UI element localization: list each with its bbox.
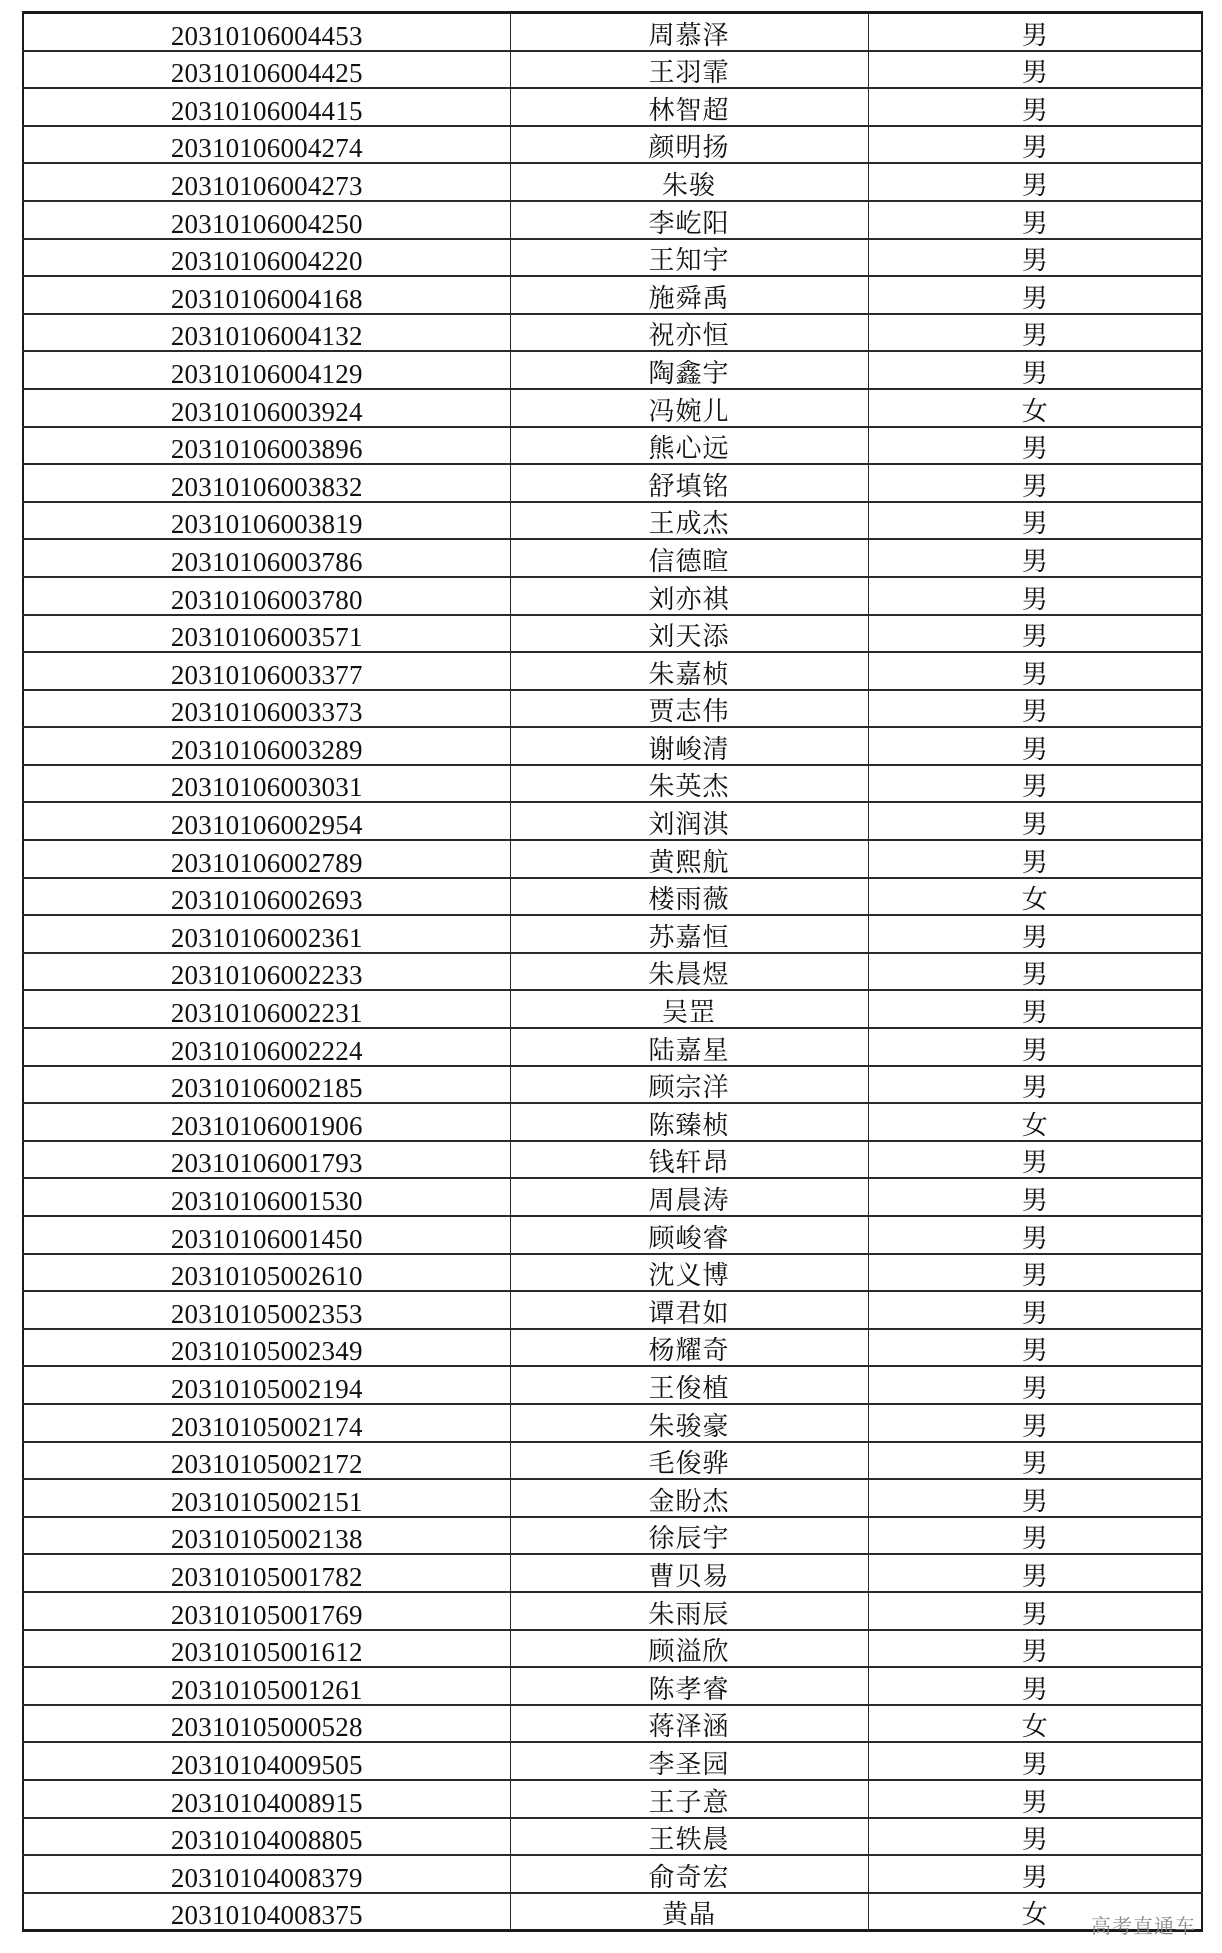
student-name-cell: 朱英杰 xyxy=(510,765,868,803)
exam-number-cell: 20310106003819 xyxy=(23,502,510,540)
table-row xyxy=(23,577,1202,615)
student-name-cell: 顾溢欣 xyxy=(510,1630,868,1668)
table-row xyxy=(23,1366,1202,1404)
exam-number-cell: 20310106003786 xyxy=(23,539,510,577)
student-name-cell: 刘天添 xyxy=(510,615,868,653)
exam-number-cell: 20310106004129 xyxy=(23,351,510,389)
student-name-cell: 刘亦祺 xyxy=(510,577,868,615)
gender-cell: 女 xyxy=(868,1103,1202,1141)
gender-cell: 男 xyxy=(868,953,1202,991)
table-row xyxy=(23,1404,1202,1442)
student-name-cell: 黄熙航 xyxy=(510,840,868,878)
student-name-cell: 陈臻桢 xyxy=(510,1103,868,1141)
student-name-cell: 林智超 xyxy=(510,88,868,126)
table-row xyxy=(23,51,1202,89)
gender-cell: 男 xyxy=(868,1554,1202,1592)
gender-cell: 男 xyxy=(868,201,1202,239)
table-row xyxy=(23,1141,1202,1179)
student-name-cell: 刘润淇 xyxy=(510,802,868,840)
exam-number-cell: 20310106003289 xyxy=(23,727,510,765)
student-name-cell: 沈义博 xyxy=(510,1254,868,1292)
exam-number-cell: 20310106004168 xyxy=(23,276,510,314)
table-row xyxy=(23,878,1202,916)
student-name-cell: 李屹阳 xyxy=(510,201,868,239)
student-name-cell: 周慕泽 xyxy=(510,13,868,51)
exam-number-cell: 20310106004425 xyxy=(23,51,510,89)
gender-cell: 女 xyxy=(868,389,1202,427)
student-name-cell: 毛俊骅 xyxy=(510,1442,868,1480)
table-row xyxy=(23,464,1202,502)
table-row xyxy=(23,163,1202,201)
gender-cell: 男 xyxy=(868,840,1202,878)
exam-number-cell: 20310106004453 xyxy=(23,13,510,51)
student-name-cell: 王成杰 xyxy=(510,502,868,540)
table-row xyxy=(23,1066,1202,1104)
gender-cell: 女 xyxy=(868,878,1202,916)
student-name-cell: 朱嘉桢 xyxy=(510,652,868,690)
gender-cell: 男 xyxy=(868,1291,1202,1329)
gender-cell: 男 xyxy=(868,51,1202,89)
exam-number-cell: 20310106002185 xyxy=(23,1066,510,1104)
table-row xyxy=(23,1780,1202,1818)
roster-body xyxy=(23,13,1202,1931)
gender-cell: 男 xyxy=(868,1254,1202,1292)
gender-cell: 男 xyxy=(868,690,1202,728)
gender-cell: 男 xyxy=(868,727,1202,765)
gender-cell: 男 xyxy=(868,163,1202,201)
table-row xyxy=(23,502,1202,540)
gender-cell: 男 xyxy=(868,1141,1202,1179)
table-row xyxy=(23,314,1202,352)
gender-cell: 男 xyxy=(868,239,1202,277)
table-row xyxy=(23,1667,1202,1705)
student-name-cell: 信德暄 xyxy=(510,539,868,577)
student-name-cell: 徐辰宇 xyxy=(510,1517,868,1555)
exam-number-cell: 20310106004132 xyxy=(23,314,510,352)
table-row xyxy=(23,276,1202,314)
table-row xyxy=(23,802,1202,840)
gender-cell: 男 xyxy=(868,1066,1202,1104)
exam-number-cell: 20310106004220 xyxy=(23,239,510,277)
student-name-cell: 顾峻睿 xyxy=(510,1216,868,1254)
gender-cell: 男 xyxy=(868,1329,1202,1367)
table-row xyxy=(23,1517,1202,1555)
student-name-cell: 王知宇 xyxy=(510,239,868,277)
table-row xyxy=(23,13,1202,51)
table-row xyxy=(23,990,1202,1028)
gender-cell: 男 xyxy=(868,502,1202,540)
table-row xyxy=(23,427,1202,465)
exam-number-cell: 20310106004273 xyxy=(23,163,510,201)
exam-number-cell: 20310106003896 xyxy=(23,427,510,465)
student-name-cell: 施舜禹 xyxy=(510,276,868,314)
student-name-cell: 冯婉儿 xyxy=(510,389,868,427)
gender-cell: 男 xyxy=(868,765,1202,803)
student-name-cell: 舒填铭 xyxy=(510,464,868,502)
table-row xyxy=(23,88,1202,126)
table-row xyxy=(23,690,1202,728)
table-row xyxy=(23,652,1202,690)
table-row xyxy=(23,539,1202,577)
student-name-cell: 王羽霏 xyxy=(510,51,868,89)
student-name-cell: 陈孝睿 xyxy=(510,1667,868,1705)
student-name-cell: 谭君如 xyxy=(510,1291,868,1329)
exam-number-cell: 20310106002954 xyxy=(23,802,510,840)
table-row xyxy=(23,1291,1202,1329)
gender-cell: 男 xyxy=(868,652,1202,690)
student-name-cell: 颜明扬 xyxy=(510,126,868,164)
student-name-cell: 蒋泽涵 xyxy=(510,1705,868,1743)
table-row xyxy=(23,615,1202,653)
student-name-cell: 杨耀奇 xyxy=(510,1329,868,1367)
table-row xyxy=(23,840,1202,878)
exam-number-cell: 20310105001612 xyxy=(23,1630,510,1668)
student-name-cell: 俞奇宏 xyxy=(510,1855,868,1893)
student-name-cell: 朱晨煜 xyxy=(510,953,868,991)
exam-number-cell: 20310106002693 xyxy=(23,878,510,916)
table-row xyxy=(23,1893,1202,1931)
gender-cell: 男 xyxy=(868,464,1202,502)
table-row xyxy=(23,1028,1202,1066)
exam-number-cell: 20310105002353 xyxy=(23,1291,510,1329)
exam-number-cell: 20310106002789 xyxy=(23,840,510,878)
gender-cell: 男 xyxy=(868,1742,1202,1780)
student-name-cell: 周晨涛 xyxy=(510,1178,868,1216)
gender-cell: 男 xyxy=(868,1178,1202,1216)
gender-cell: 男 xyxy=(868,351,1202,389)
exam-number-cell: 20310106001450 xyxy=(23,1216,510,1254)
student-name-cell: 钱轩昂 xyxy=(510,1141,868,1179)
table-row xyxy=(23,1178,1202,1216)
exam-number-cell: 20310104008379 xyxy=(23,1855,510,1893)
student-name-cell: 朱骏 xyxy=(510,163,868,201)
table-row xyxy=(23,1103,1202,1141)
student-name-cell: 李圣园 xyxy=(510,1742,868,1780)
student-name-cell: 王俊植 xyxy=(510,1366,868,1404)
gender-cell: 男 xyxy=(868,13,1202,51)
student-name-cell: 黄晶 xyxy=(510,1893,868,1931)
student-name-cell: 王子意 xyxy=(510,1780,868,1818)
gender-cell: 男 xyxy=(868,539,1202,577)
exam-number-cell: 20310106003571 xyxy=(23,615,510,653)
gender-cell: 男 xyxy=(868,1517,1202,1555)
exam-number-cell: 20310105000528 xyxy=(23,1705,510,1743)
exam-number-cell: 20310104008375 xyxy=(23,1893,510,1931)
table-row xyxy=(23,126,1202,164)
student-name-cell: 金盼杰 xyxy=(510,1479,868,1517)
table-row xyxy=(23,239,1202,277)
student-name-cell: 顾宗洋 xyxy=(510,1066,868,1104)
exam-number-cell: 20310105002138 xyxy=(23,1517,510,1555)
table-row xyxy=(23,1479,1202,1517)
gender-cell: 男 xyxy=(868,802,1202,840)
gender-cell: 男 xyxy=(868,1818,1202,1856)
exam-number-cell: 20310105002174 xyxy=(23,1404,510,1442)
exam-number-cell: 20310106004274 xyxy=(23,126,510,164)
table-row xyxy=(23,1705,1202,1743)
exam-number-cell: 20310106002361 xyxy=(23,915,510,953)
exam-number-cell: 20310105002349 xyxy=(23,1329,510,1367)
table-row xyxy=(23,915,1202,953)
exam-number-cell: 20310106003924 xyxy=(23,389,510,427)
table-row xyxy=(23,351,1202,389)
student-name-cell: 吴罡 xyxy=(510,990,868,1028)
table-row xyxy=(23,201,1202,239)
exam-number-cell: 20310104008805 xyxy=(23,1818,510,1856)
exam-number-cell: 20310106004415 xyxy=(23,88,510,126)
table-row xyxy=(23,1329,1202,1367)
gender-cell: 男 xyxy=(868,427,1202,465)
table-row xyxy=(23,1630,1202,1668)
student-name-cell: 朱骏豪 xyxy=(510,1404,868,1442)
student-name-cell: 贾志伟 xyxy=(510,690,868,728)
gender-cell: 男 xyxy=(868,1028,1202,1066)
exam-number-cell: 20310106002231 xyxy=(23,990,510,1028)
gender-cell: 男 xyxy=(868,1479,1202,1517)
gender-cell: 男 xyxy=(868,1366,1202,1404)
gender-cell: 男 xyxy=(868,1216,1202,1254)
gender-cell: 男 xyxy=(868,615,1202,653)
exam-number-cell: 20310105001261 xyxy=(23,1667,510,1705)
gender-cell: 男 xyxy=(868,1667,1202,1705)
student-roster-table xyxy=(22,11,1203,1932)
student-name-cell: 陶鑫宇 xyxy=(510,351,868,389)
student-name-cell: 苏嘉恒 xyxy=(510,915,868,953)
gender-cell: 男 xyxy=(868,314,1202,352)
gender-cell: 男 xyxy=(868,1442,1202,1480)
student-name-cell: 熊心远 xyxy=(510,427,868,465)
student-name-cell: 祝亦恒 xyxy=(510,314,868,352)
exam-number-cell: 20310106001530 xyxy=(23,1178,510,1216)
table-row xyxy=(23,1818,1202,1856)
student-name-cell: 曹贝易 xyxy=(510,1554,868,1592)
exam-number-cell: 20310106003377 xyxy=(23,652,510,690)
exam-number-cell: 20310106003373 xyxy=(23,690,510,728)
gender-cell: 男 xyxy=(868,88,1202,126)
gender-cell: 男 xyxy=(868,990,1202,1028)
exam-number-cell: 20310106002224 xyxy=(23,1028,510,1066)
gender-cell: 男 xyxy=(868,1855,1202,1893)
gender-cell: 男 xyxy=(868,126,1202,164)
table-row xyxy=(23,389,1202,427)
gender-cell: 男 xyxy=(868,1404,1202,1442)
exam-number-cell: 20310106004250 xyxy=(23,201,510,239)
student-name-cell: 楼雨薇 xyxy=(510,878,868,916)
gender-cell: 男 xyxy=(868,915,1202,953)
student-name-cell: 陆嘉星 xyxy=(510,1028,868,1066)
exam-number-cell: 20310104008915 xyxy=(23,1780,510,1818)
gender-cell: 男 xyxy=(868,276,1202,314)
table-row xyxy=(23,765,1202,803)
table-row xyxy=(23,1554,1202,1592)
table-row xyxy=(23,953,1202,991)
exam-number-cell: 20310105001769 xyxy=(23,1592,510,1630)
table-row xyxy=(23,1216,1202,1254)
exam-number-cell: 20310106002233 xyxy=(23,953,510,991)
gender-cell: 男 xyxy=(868,577,1202,615)
table-row xyxy=(23,727,1202,765)
exam-number-cell: 20310106001793 xyxy=(23,1141,510,1179)
table-row xyxy=(23,1742,1202,1780)
exam-number-cell: 20310105002172 xyxy=(23,1442,510,1480)
gender-cell: 男 xyxy=(868,1592,1202,1630)
watermark-text: 高考直通车 xyxy=(1091,1914,1196,1938)
exam-number-cell: 20310106003832 xyxy=(23,464,510,502)
student-name-cell: 王轶晨 xyxy=(510,1818,868,1856)
table-row xyxy=(23,1855,1202,1893)
exam-number-cell: 20310106003780 xyxy=(23,577,510,615)
student-name-cell: 谢峻清 xyxy=(510,727,868,765)
exam-number-cell: 20310105001782 xyxy=(23,1554,510,1592)
exam-number-cell: 20310105002610 xyxy=(23,1254,510,1292)
exam-number-cell: 20310105002151 xyxy=(23,1479,510,1517)
table-row xyxy=(23,1442,1202,1480)
gender-cell: 男 xyxy=(868,1780,1202,1818)
gender-cell: 女 xyxy=(1021,1900,1048,1931)
exam-number-cell: 20310106003031 xyxy=(23,765,510,803)
exam-number-cell: 20310106001906 xyxy=(23,1103,510,1141)
exam-number-cell: 20310105002194 xyxy=(23,1366,510,1404)
student-name-cell: 朱雨辰 xyxy=(510,1592,868,1630)
gender-cell: 女 xyxy=(868,1705,1202,1743)
table-row xyxy=(23,1254,1202,1292)
table-row xyxy=(23,1592,1202,1630)
gender-cell: 男 xyxy=(868,1630,1202,1668)
exam-number-cell: 20310104009505 xyxy=(23,1742,510,1780)
